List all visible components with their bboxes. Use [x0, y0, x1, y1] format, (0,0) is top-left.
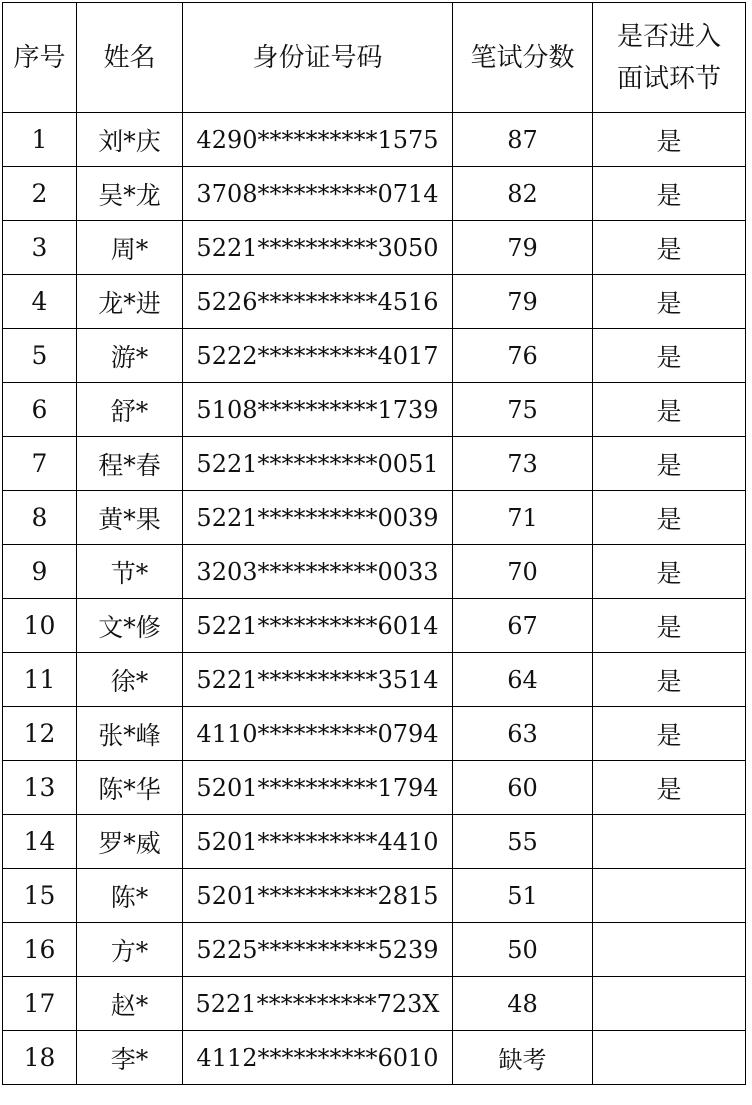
cell-id-number: 4112**********6010: [183, 1031, 453, 1085]
cell-name: 方*: [77, 923, 183, 977]
cell-name: 龙*进: [77, 275, 183, 329]
cell-written-score: 82: [453, 167, 593, 221]
table-row: [3, 437, 746, 491]
cell-written-score: 67: [453, 599, 593, 653]
cell-seq: 2: [3, 167, 77, 221]
cell-name: 游*: [77, 329, 183, 383]
cell-name: 舒*: [77, 383, 183, 437]
table-row: [3, 923, 746, 977]
cell-interview: 是: [593, 761, 746, 815]
cell-name: 徐*: [77, 653, 183, 707]
table-row: [3, 545, 746, 599]
cell-name: 周*: [77, 221, 183, 275]
cell-written-score: 48: [453, 977, 593, 1031]
header-interview-line2: 面试环节: [616, 63, 721, 94]
cell-written-score: 64: [453, 653, 593, 707]
cell-interview: 是: [593, 707, 746, 761]
table-row: [3, 707, 746, 761]
table-row: [3, 221, 746, 275]
cell-seq: 5: [3, 329, 77, 383]
cell-id-number: 4290**********1575: [183, 113, 453, 167]
cell-seq: 18: [3, 1031, 77, 1085]
cell-seq: 6: [3, 383, 77, 437]
cell-id-number: 5201**********4410: [183, 815, 453, 869]
cell-seq: 1: [3, 113, 77, 167]
cell-written-score: 87: [453, 113, 593, 167]
cell-id-number: 4110**********0794: [183, 707, 453, 761]
table-row: [3, 167, 746, 221]
cell-seq: 10: [3, 599, 77, 653]
cell-seq: 7: [3, 437, 77, 491]
header-written-score: 笔试分数: [453, 3, 593, 113]
cell-written-score: 79: [453, 221, 593, 275]
table-header: [3, 3, 746, 113]
cell-written-score: 55: [453, 815, 593, 869]
cell-seq: 17: [3, 977, 77, 1031]
cell-name: 罗*威: [77, 815, 183, 869]
cell-interview: [593, 869, 746, 923]
cell-name: 节*: [77, 545, 183, 599]
cell-interview: 是: [593, 545, 746, 599]
cell-written-score: 76: [453, 329, 593, 383]
cell-interview: 是: [593, 275, 746, 329]
cell-name: 程*春: [77, 437, 183, 491]
cell-id-number: 3708**********0714: [183, 167, 453, 221]
header-id-number: 身份证号码: [183, 3, 453, 113]
cell-name: 刘*庆: [77, 113, 183, 167]
cell-seq: 4: [3, 275, 77, 329]
table-row: [3, 869, 746, 923]
table-row: [3, 113, 746, 167]
cell-interview: 是: [593, 329, 746, 383]
cell-interview: 是: [593, 383, 746, 437]
table-row: [3, 815, 746, 869]
cell-interview: 是: [593, 437, 746, 491]
cell-written-score: 60: [453, 761, 593, 815]
cell-seq: 9: [3, 545, 77, 599]
cell-interview: 是: [593, 221, 746, 275]
cell-name: 文*修: [77, 599, 183, 653]
cell-name: 赵*: [77, 977, 183, 1031]
cell-written-score: 50: [453, 923, 593, 977]
cell-name: 黄*果: [77, 491, 183, 545]
table-row: [3, 383, 746, 437]
cell-interview: [593, 923, 746, 977]
results-sheet: [2, 2, 746, 1085]
header-name: 姓名: [77, 3, 183, 113]
cell-id-number: 5225**********5239: [183, 923, 453, 977]
cell-id-number: 5222**********4017: [183, 329, 453, 383]
cell-seq: 3: [3, 221, 77, 275]
table-row: [3, 653, 746, 707]
header-interview-line1: 是否进入: [616, 21, 721, 52]
cell-written-score: 70: [453, 545, 593, 599]
cell-name: 陈*华: [77, 761, 183, 815]
table-row: [3, 761, 746, 815]
cell-interview: 是: [593, 599, 746, 653]
table-row: [3, 1031, 746, 1085]
cell-interview: [593, 1031, 746, 1085]
table-row: [3, 275, 746, 329]
cell-seq: 16: [3, 923, 77, 977]
cell-written-score: 缺考: [453, 1031, 593, 1085]
table-row: [3, 977, 746, 1031]
cell-seq: 15: [3, 869, 77, 923]
cell-name: 陈*: [77, 869, 183, 923]
header-row: [3, 3, 746, 113]
cell-id-number: 5221**********3050: [183, 221, 453, 275]
cell-interview: [593, 977, 746, 1031]
header-interview: [593, 3, 746, 113]
cell-interview: 是: [593, 167, 746, 221]
cell-interview: 是: [593, 653, 746, 707]
cell-id-number: 5221**********0051: [183, 437, 453, 491]
cell-id-number: 5201**********2815: [183, 869, 453, 923]
cell-id-number: 5221**********0039: [183, 491, 453, 545]
cell-id-number: 5108**********1739: [183, 383, 453, 437]
cell-id-number: 5221**********723X: [183, 977, 453, 1031]
cell-written-score: 73: [453, 437, 593, 491]
cell-id-number: 5226**********4516: [183, 275, 453, 329]
cell-written-score: 75: [453, 383, 593, 437]
cell-seq: 14: [3, 815, 77, 869]
cell-id-number: 5221**********6014: [183, 599, 453, 653]
table-body: [3, 113, 746, 1085]
cell-seq: 13: [3, 761, 77, 815]
cell-written-score: 63: [453, 707, 593, 761]
table-row: [3, 599, 746, 653]
table-row: [3, 491, 746, 545]
results-table: [2, 2, 746, 1085]
cell-interview: 是: [593, 113, 746, 167]
cell-id-number: 5221**********3514: [183, 653, 453, 707]
cell-seq: 8: [3, 491, 77, 545]
cell-name: 吴*龙: [77, 167, 183, 221]
cell-id-number: 5201**********1794: [183, 761, 453, 815]
header-seq: 序号: [3, 3, 77, 113]
cell-name: 李*: [77, 1031, 183, 1085]
cell-written-score: 71: [453, 491, 593, 545]
cell-id-number: 3203**********0033: [183, 545, 453, 599]
cell-interview: 是: [593, 491, 746, 545]
cell-seq: 11: [3, 653, 77, 707]
table-row: [3, 329, 746, 383]
cell-written-score: 51: [453, 869, 593, 923]
cell-written-score: 79: [453, 275, 593, 329]
cell-interview: [593, 815, 746, 869]
cell-seq: 12: [3, 707, 77, 761]
cell-name: 张*峰: [77, 707, 183, 761]
